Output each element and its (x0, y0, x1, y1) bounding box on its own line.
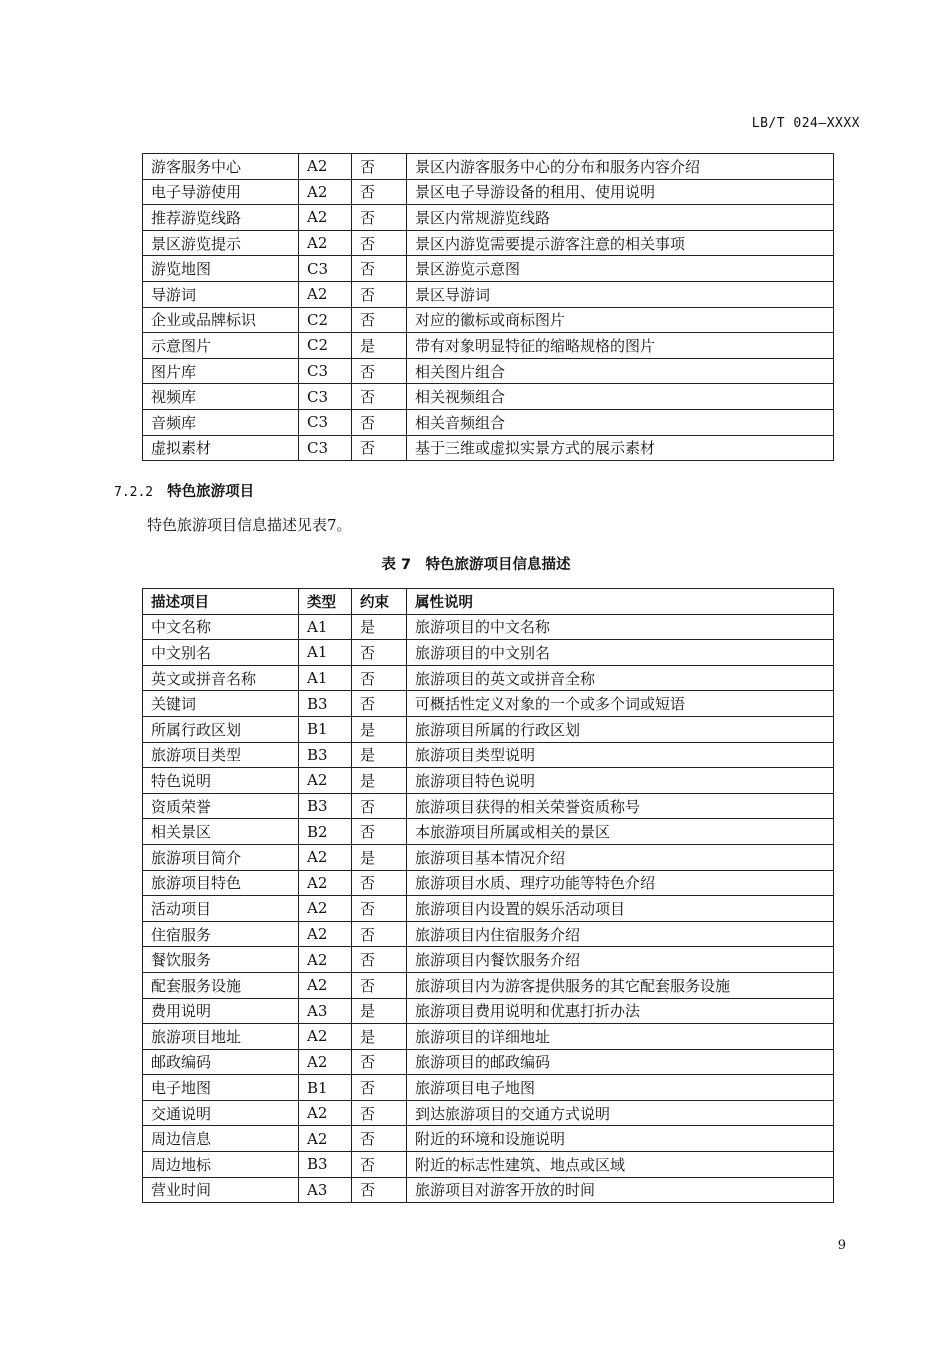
table-cell: 旅游项目的邮政编码 (407, 1049, 834, 1075)
table-cell: 景区内游览需要提示游客注意的相关事项 (407, 230, 834, 256)
table-row (143, 716, 834, 742)
table-cell: 费用说明 (143, 998, 299, 1024)
table-row (143, 844, 834, 870)
table-row (143, 384, 834, 410)
section-heading (114, 480, 254, 501)
table-cell: 否 (352, 1126, 407, 1152)
table-cell: 对应的徽标或商标图片 (407, 307, 834, 333)
table-cell: 旅游项目类型说明 (407, 742, 834, 768)
table-cell: 景区电子导游设备的租用、使用说明 (407, 179, 834, 205)
table-cell: 中文别名 (143, 640, 299, 666)
table-cell: B3 (299, 742, 352, 768)
table-cell: 视频库 (143, 384, 299, 410)
table-cell: B2 (299, 819, 352, 845)
table-cell: A2 (299, 230, 352, 256)
table-cell: 旅游项目内餐饮服务介绍 (407, 947, 834, 973)
table-cell: 是 (352, 742, 407, 768)
table-cell: 可概括性定义对象的一个或多个词或短语 (407, 691, 834, 717)
table-cell: B1 (299, 716, 352, 742)
table-cell: 旅游项目的中文别名 (407, 640, 834, 666)
table-cell: C3 (299, 256, 352, 282)
table-cell: 附近的标志性建筑、地点或区域 (407, 1152, 834, 1178)
table-row (143, 230, 834, 256)
table-row (143, 1049, 834, 1075)
page-number: 9 (837, 1238, 846, 1253)
table-row (143, 896, 834, 922)
table-cell: 旅游项目类型 (143, 742, 299, 768)
table-cell: 营业时间 (143, 1177, 299, 1203)
table-cell: 否 (352, 896, 407, 922)
table-cell: 导游词 (143, 281, 299, 307)
table-cell: 到达旅游项目的交通方式说明 (407, 1100, 834, 1126)
table-cell: C2 (299, 307, 352, 333)
table-cell: 旅游项目内设置的娱乐活动项目 (407, 896, 834, 922)
table-cell: 旅游项目的详细地址 (407, 1024, 834, 1050)
table-row (143, 256, 834, 282)
table-cell: 带有对象明显特征的缩略规格的图片 (407, 333, 834, 359)
table-cell: 是 (352, 716, 407, 742)
table-cell: 电子导游使用 (143, 179, 299, 205)
table-row (143, 1152, 834, 1178)
table-cell: 是 (352, 614, 407, 640)
table-cell: 示意图片 (143, 333, 299, 359)
table-cell: A2 (299, 947, 352, 973)
table-cell: 否 (352, 1152, 407, 1178)
table-row (143, 768, 834, 794)
table-cell: 邮政编码 (143, 1049, 299, 1075)
table-cell: 虚拟素材 (143, 435, 299, 461)
table-cell: A2 (299, 1024, 352, 1050)
table-cell: 音频库 (143, 409, 299, 435)
section-number: 7.2.2 (114, 485, 154, 500)
table-cell: 否 (352, 1049, 407, 1075)
table-caption: 表 7 特色旅游项目信息描述 (381, 557, 571, 573)
table-cell: 否 (352, 1177, 407, 1203)
table-cell: B3 (299, 691, 352, 717)
table-cell: 否 (352, 921, 407, 947)
table-cell: 景区内常规游览线路 (407, 205, 834, 231)
table-cell: B3 (299, 1152, 352, 1178)
table-cell: 否 (352, 179, 407, 205)
table-cell: 旅游项目所属的行政区划 (407, 716, 834, 742)
table-cell: A2 (299, 154, 352, 180)
table-row (143, 358, 834, 384)
table-row (143, 921, 834, 947)
table-cell: 旅游项目费用说明和优惠打折办法 (407, 998, 834, 1024)
table-row (143, 281, 834, 307)
table-row (143, 205, 834, 231)
header-cell: 约束 (352, 589, 407, 615)
table-cell: 企业或品牌标识 (143, 307, 299, 333)
table-cell: 是 (352, 768, 407, 794)
table-cell: 电子地图 (143, 1075, 299, 1101)
table-cell: 旅游项目基本情况介绍 (407, 844, 834, 870)
table-cell: C2 (299, 333, 352, 359)
table-cell: 否 (352, 384, 407, 410)
table-cell: 游客服务中心 (143, 154, 299, 180)
table-cell: 活动项目 (143, 896, 299, 922)
table-cell: 餐饮服务 (143, 947, 299, 973)
table-row (143, 154, 834, 180)
table-cell: A2 (299, 1100, 352, 1126)
table-cell: 否 (352, 435, 407, 461)
table-cell: 景区导游词 (407, 281, 834, 307)
table-cell: 否 (352, 793, 407, 819)
table-header-row (143, 589, 834, 615)
section-title: 特色旅游项目 (167, 484, 255, 500)
table-cell: 否 (352, 691, 407, 717)
table-cell: 旅游项目特色说明 (407, 768, 834, 794)
table-cell: 旅游项目的中文名称 (407, 614, 834, 640)
table-cell: A2 (299, 921, 352, 947)
table-cell: A3 (299, 1177, 352, 1203)
table-row (143, 742, 834, 768)
table-cell: 旅游项目简介 (143, 844, 299, 870)
table-cell: A1 (299, 665, 352, 691)
table-row (143, 1075, 834, 1101)
table-cell: 基于三维或虚拟实景方式的展示素材 (407, 435, 834, 461)
table-cell: 旅游项目地址 (143, 1024, 299, 1050)
table-cell: 是 (352, 333, 407, 359)
table-row (143, 640, 834, 666)
section-intro: 特色旅游项目信息描述见表7。 (147, 516, 352, 534)
table-row (143, 333, 834, 359)
table-cell: 否 (352, 358, 407, 384)
table-cell: 否 (352, 819, 407, 845)
table-cell: 住宿服务 (143, 921, 299, 947)
table-cell: A2 (299, 844, 352, 870)
table-cell: 相关音频组合 (407, 409, 834, 435)
table-cell: 景区内游客服务中心的分布和服务内容介绍 (407, 154, 834, 180)
table-cell: 否 (352, 665, 407, 691)
table-cell: 英文或拼音名称 (143, 665, 299, 691)
table-cell: 特色说明 (143, 768, 299, 794)
table-cell: 否 (352, 154, 407, 180)
table-cell: 否 (352, 205, 407, 231)
table-cell: A2 (299, 1049, 352, 1075)
table-cell: 否 (352, 972, 407, 998)
table-row (143, 1126, 834, 1152)
table-cell: 是 (352, 1024, 407, 1050)
table-row (143, 614, 834, 640)
table-cell: 景区游览示意图 (407, 256, 834, 282)
table-cell: 附近的环境和设施说明 (407, 1126, 834, 1152)
table-row (143, 409, 834, 435)
table-cell: 景区游览提示 (143, 230, 299, 256)
table-cell: 旅游项目电子地图 (407, 1075, 834, 1101)
table-row (143, 819, 834, 845)
table-cell: 资质荣誉 (143, 793, 299, 819)
table-cell: A3 (299, 998, 352, 1024)
table-row (143, 179, 834, 205)
table-cell: 旅游项目对游客开放的时间 (407, 1177, 834, 1203)
table-continued (142, 153, 834, 461)
table-cell: A1 (299, 640, 352, 666)
table-cell: A2 (299, 205, 352, 231)
table-row (143, 435, 834, 461)
header-cell: 类型 (299, 589, 352, 615)
table-cell: 所属行政区划 (143, 716, 299, 742)
table-cell: A2 (299, 972, 352, 998)
table-cell: 否 (352, 307, 407, 333)
table-cell: 游览地图 (143, 256, 299, 282)
table-cell: C3 (299, 435, 352, 461)
table-cell: 否 (352, 230, 407, 256)
table-cell: 否 (352, 640, 407, 666)
table-cell: 中文名称 (143, 614, 299, 640)
table-cell: 是 (352, 844, 407, 870)
table-cell: 否 (352, 256, 407, 282)
table-row (143, 691, 834, 717)
table-cell: 否 (352, 870, 407, 896)
table-row (143, 998, 834, 1024)
table-cell: 旅游项目内为游客提供服务的其它配套服务设施 (407, 972, 834, 998)
table-cell: C3 (299, 384, 352, 410)
table-cell: A2 (299, 896, 352, 922)
table-cell: 是 (352, 998, 407, 1024)
table-cell: 旅游项目水质、理疗功能等特色介绍 (407, 870, 834, 896)
table-7 (142, 588, 834, 1203)
table-cell: A2 (299, 179, 352, 205)
table-cell: 本旅游项目所属或相关的景区 (407, 819, 834, 845)
table-row (143, 307, 834, 333)
table-cell: 否 (352, 947, 407, 973)
table-row (143, 793, 834, 819)
table-row (143, 870, 834, 896)
table-cell: 周边信息 (143, 1126, 299, 1152)
table-cell: 否 (352, 281, 407, 307)
table-cell: 旅游项目特色 (143, 870, 299, 896)
table-cell: C3 (299, 409, 352, 435)
table-cell: 关键词 (143, 691, 299, 717)
table-cell: 推荐游览线路 (143, 205, 299, 231)
table-cell: A2 (299, 870, 352, 896)
table-cell: 周边地标 (143, 1152, 299, 1178)
table-cell: 旅游项目获得的相关荣誉资质称号 (407, 793, 834, 819)
table-cell: 配套服务设施 (143, 972, 299, 998)
table-cell: A2 (299, 281, 352, 307)
table-row (143, 1100, 834, 1126)
table-cell: B3 (299, 793, 352, 819)
header-cell: 描述项目 (143, 589, 299, 615)
table-cell: 相关景区 (143, 819, 299, 845)
table-cell: A2 (299, 768, 352, 794)
table-cell: 否 (352, 409, 407, 435)
table-cell: 相关视频组合 (407, 384, 834, 410)
table-cell: C3 (299, 358, 352, 384)
table-row (143, 1177, 834, 1203)
table-cell: 旅游项目的英文或拼音全称 (407, 665, 834, 691)
table-cell: A2 (299, 1126, 352, 1152)
header-cell: 属性说明 (407, 589, 834, 615)
table-row (143, 947, 834, 973)
table-cell: 否 (352, 1075, 407, 1101)
table-cell: B1 (299, 1075, 352, 1101)
table-row (143, 972, 834, 998)
table-row (143, 665, 834, 691)
table-cell: 交通说明 (143, 1100, 299, 1126)
table-cell: A1 (299, 614, 352, 640)
table-cell: 旅游项目内住宿服务介绍 (407, 921, 834, 947)
table-cell: 图片库 (143, 358, 299, 384)
table-cell: 否 (352, 1100, 407, 1126)
document-code: LB/T 024—XXXX (751, 116, 860, 131)
table-cell: 相关图片组合 (407, 358, 834, 384)
table-row (143, 1024, 834, 1050)
